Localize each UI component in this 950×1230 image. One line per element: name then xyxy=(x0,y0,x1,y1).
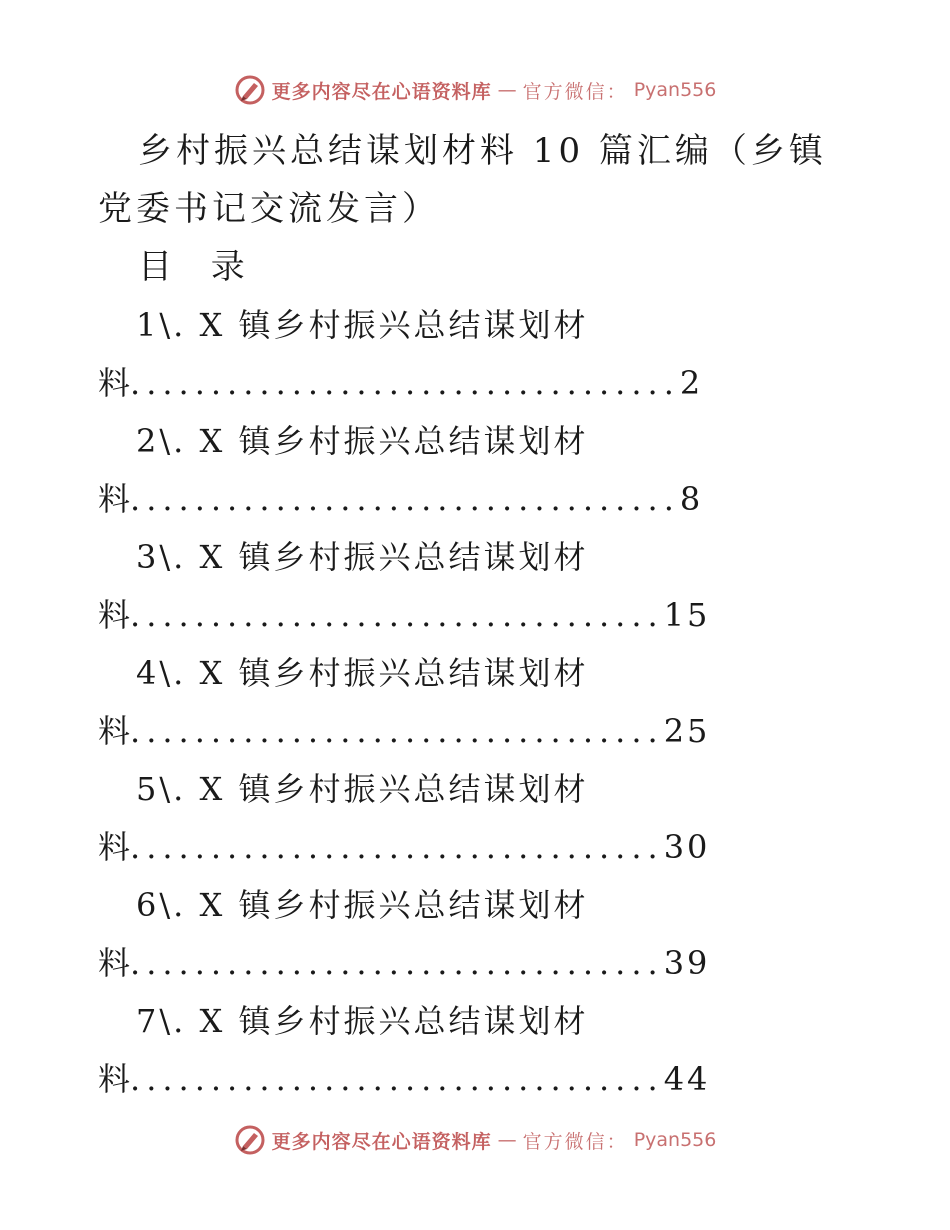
toc-entry-leader xyxy=(98,818,710,876)
toc-entry-tail: 料 xyxy=(98,596,131,634)
toc-page-number: 44 xyxy=(663,1060,711,1098)
toc-dots: ................................. xyxy=(130,944,664,982)
toc-entry-leader xyxy=(98,586,710,644)
table-of-contents xyxy=(98,296,798,1108)
toc-entry[interactable] xyxy=(98,760,798,876)
pen-logo-icon xyxy=(234,1124,266,1156)
toc-page-number: 25 xyxy=(663,712,711,750)
toc-entry[interactable] xyxy=(98,296,798,412)
toc-entry-title: 2\. X 镇乡村振兴总结谋划材 xyxy=(136,422,589,460)
pen-logo-icon xyxy=(234,74,266,106)
toc-entry[interactable] xyxy=(98,528,798,644)
toc-entry-tail: 料 xyxy=(98,828,131,866)
toc-page-number: 15 xyxy=(663,596,711,634)
toc-entry-title: 6\. X 镇乡村振兴总结谋划材 xyxy=(136,886,589,924)
toc-entry[interactable] xyxy=(98,644,798,760)
toc-entry-leader xyxy=(98,934,710,992)
watermark-dash: — xyxy=(497,79,517,101)
toc-entry-title: 1\. X 镇乡村振兴总结谋划材 xyxy=(136,306,589,344)
toc-dots: ................................. xyxy=(130,712,664,750)
watermark-wechat-label: 官方微信： xyxy=(522,80,628,103)
toc-entry-title: 7\. X 镇乡村振兴总结谋划材 xyxy=(136,1002,589,1040)
toc-entry-leader xyxy=(98,470,703,528)
watermark-main-text: 更多内容尽在心语资料库 xyxy=(271,1130,492,1153)
toc-page-number: 8 xyxy=(679,480,704,518)
toc-entry-leader xyxy=(98,702,710,760)
toc-entry-tail: 料 xyxy=(98,944,131,982)
watermark-wechat-id: Pyan556 xyxy=(633,1129,717,1151)
watermark-main-text: 更多内容尽在心语资料库 xyxy=(271,80,492,103)
toc-entry-leader xyxy=(98,354,703,412)
toc-entry[interactable] xyxy=(98,876,798,992)
footer-watermark xyxy=(0,1120,950,1160)
toc-dots: .................................. xyxy=(130,480,680,518)
toc-dots: ................................. xyxy=(130,828,664,866)
watermark-dash: — xyxy=(497,1129,517,1151)
toc-entry-tail: 料 xyxy=(98,712,131,750)
toc-dots: ................................. xyxy=(130,1060,664,1098)
toc-dots: .................................. xyxy=(130,364,680,402)
toc-entry-leader xyxy=(98,1050,710,1108)
toc-page-number: 2 xyxy=(679,364,704,402)
toc-entry[interactable] xyxy=(98,992,798,1108)
toc-entry[interactable] xyxy=(98,412,798,528)
toc-page-number: 39 xyxy=(663,944,711,982)
toc-entry-title: 3\. X 镇乡村振兴总结谋划材 xyxy=(136,538,589,576)
toc-entry-tail: 料 xyxy=(98,480,131,518)
header-watermark xyxy=(0,70,950,110)
toc-dots: ................................. xyxy=(130,596,664,634)
toc-entry-tail: 料 xyxy=(98,364,131,402)
toc-page-number: 30 xyxy=(663,828,711,866)
toc-entry-title: 4\. X 镇乡村振兴总结谋划材 xyxy=(136,654,589,692)
toc-heading: 目 录 xyxy=(138,247,259,287)
watermark-wechat-id: Pyan556 xyxy=(633,79,717,101)
document-title: 乡村振兴总结谋划材料 10 篇汇编（乡镇党委书记交流发言） xyxy=(98,131,827,229)
watermark-wechat-label: 官方微信： xyxy=(522,1130,628,1153)
toc-entry-tail: 料 xyxy=(98,1060,131,1098)
toc-entry-title: 5\. X 镇乡村振兴总结谋划材 xyxy=(136,770,589,808)
